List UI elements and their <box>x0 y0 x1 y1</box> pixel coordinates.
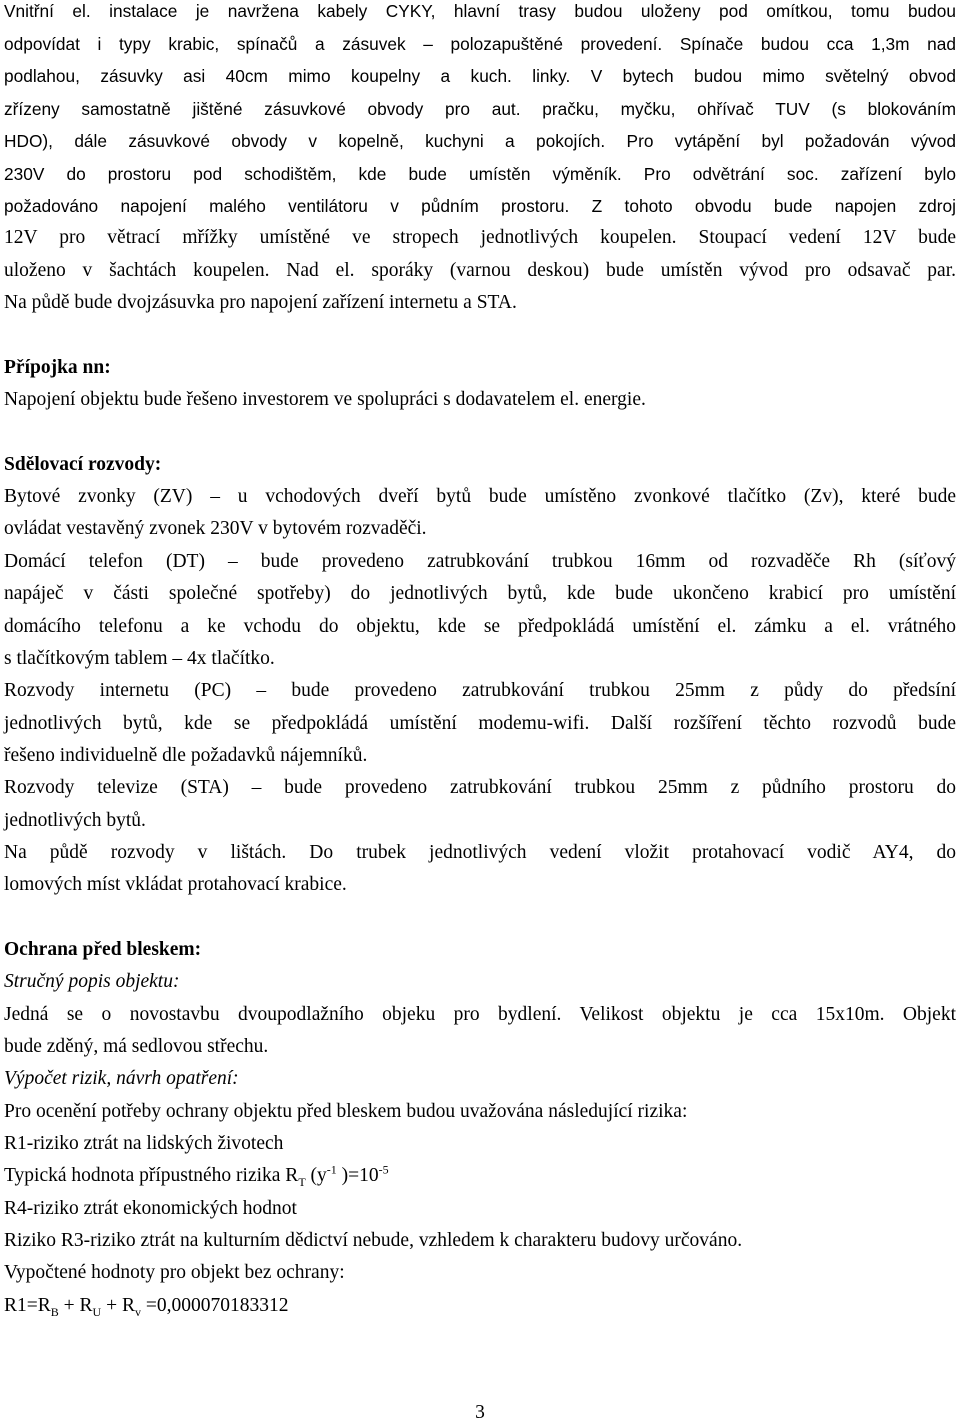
sdelovaci-line-4: napáječ v části společné spotřeby) do jednotlivých bytů, kde bude ukončeno krabicí pro umístění <box>4 583 956 604</box>
intro-line-9: uloženo v šachtách koupelen. Nad el. sporáky (varnou deskou) bude umístěn vývod pro odsavač par. <box>4 260 956 281</box>
riziko-r4: R4-riziko ztrát ekonomických hodnot <box>4 1198 297 1219</box>
pripojka-heading: Přípojka nn: <box>4 357 111 378</box>
typicka-sup-1: -1 <box>326 1162 337 1177</box>
formula-plus-2: + R <box>101 1295 135 1316</box>
formula-value: =0,000070183312 <box>140 1295 289 1316</box>
ochrana-heading: Ochrana před bleskem: <box>4 939 202 960</box>
riziko-r3: Riziko R3-riziko ztrát na kulturním dědictví nebude, vzhledem k charakteru budovy určováno. <box>4 1230 743 1251</box>
intro-line-10: Na půdě bude dvojzásuvka pro napojení zařízení internetu a STA. <box>4 292 517 313</box>
intro-line-4: zřízeny samostatně jištěné zásuvkové obvody pro aut. pračku, myčku, ohřívač TUV (s blokováním <box>4 99 956 119</box>
page-number: 3 <box>475 1402 485 1423</box>
pripojka-text: Napojení objektu bude řešeno investorem ve spolupráci s dodavatelem el. energie. <box>4 389 646 410</box>
vypocet-heading: Výpočet rizik, návrh opatření: <box>4 1068 239 1089</box>
riziko-r1: R1-riziko ztrát na lidských životech <box>4 1133 284 1154</box>
intro-line-1: Vnitřní el. instalace je navržena kabely CYKY, hlavní trasy budou uloženy pod omítkou, tomu budou <box>4 1 956 21</box>
formula-sub-u: U <box>92 1304 102 1319</box>
objekt-line-2: bude zděný, má sedlovou střechu. <box>4 1036 269 1057</box>
sdelovaci-line-11: jednotlivých bytů. <box>4 810 146 831</box>
formula-plus-1: + R <box>58 1295 93 1316</box>
intro-line-3: podlahou, zásuvky asi 40cm mimo koupelny a kuch. linky. V bytech budou mimo světelný obvod <box>4 66 956 86</box>
typicka-prefix: Typická hodnota přípustného rizika R <box>4 1165 299 1186</box>
sdelovaci-line-7: Rozvody internetu (PC) – bude provedeno zatrubkování trubkou 25mm z půdy do předsíní <box>4 680 956 701</box>
vypoctene-hodnoty: Vypočtené hodnoty pro objekt bez ochrany: <box>4 1262 345 1283</box>
rizika-intro: Pro ocenění potřeby ochrany objektu před bleskem budou uvažována následující rizika: <box>4 1101 688 1122</box>
intro-line-7: požadováno napojení malého ventilátoru v půdním prostoru. Z tohoto obvodu bude napojen zdroj <box>4 196 956 216</box>
typicka-hodnota-line <box>4 1162 956 1189</box>
typicka-sup-2: -5 <box>378 1162 389 1177</box>
sdelovaci-heading: Sdělovací rozvody: <box>4 454 162 475</box>
typicka-sub-t: T <box>298 1174 306 1189</box>
sdelovaci-line-5: domácího telefonu a ke vchodu do objektu, kde se předpokládá umístění el. zámku a el. vrátného <box>4 616 956 637</box>
intro-line-2: odpovídat i typy krabic, spínačů a zásuvek – polozapuštěné provedení. Spínače budou cca 1,3m nad <box>4 34 956 54</box>
formula-r1: R1=R <box>4 1295 51 1316</box>
formula-sub-v: v <box>134 1304 141 1319</box>
formula-r1-line <box>4 1295 956 1317</box>
intro-line-8: 12V pro větrací mřížky umístěné ve stropech jednotlivých koupelen. Stoupací vedení 12V bude <box>4 227 956 248</box>
sdelovaci-line-10: Rozvody televize (STA) – bude provedeno zatrubkování trubkou 25mm z půdního prostoru do <box>4 777 956 798</box>
intro-line-6: 230V do prostoru pod schodištěm, kde bude umístěn výměník. Pro odvětrání soc. zařízení bylo <box>4 164 956 184</box>
sdelovaci-line-1: Bytové zvonky (ZV) – u vchodových dveří bytů bude umístěno zvonkové tlačítko (Zv), které bude <box>4 486 956 507</box>
formula-sub-b: B <box>50 1304 59 1319</box>
typicka-mid2: )=10 <box>336 1165 379 1186</box>
sdelovaci-line-2: ovládat vestavěný zvonek 230V v bytovém rozvaděči. <box>4 518 427 539</box>
sdelovaci-line-13: lomových míst vkládat protahovací krabice. <box>4 874 347 895</box>
sdelovaci-line-3: Domácí telefon (DT) – bude provedeno zatrubkování trubkou 16mm od rozvaděče Rh (síťový <box>4 551 956 572</box>
typicka-mid: (y <box>305 1165 327 1186</box>
strucny-popis-heading: Stručný popis objektu: <box>4 971 180 992</box>
objekt-line-1: Jedná se o novostavbu dvoupodlažního objeku pro bydlení. Velikost objektu je cca 15x10m. Objekt <box>4 1004 956 1025</box>
sdelovaci-line-12: Na půdě rozvody v lištách. Do trubek jednotlivých vedení vložit protahovací vodič AY4, do <box>4 842 956 863</box>
sdelovaci-line-8: jednotlivých bytů, kde se předpokládá umístění modemu-wifi. Další rozšíření těchto rozvodů bude <box>4 713 956 734</box>
sdelovaci-line-9: řešeno individuelně dle požadavků nájemníků. <box>4 745 368 766</box>
sdelovaci-line-6: s tlačítkovým tablem – 4x tlačítko. <box>4 648 275 669</box>
intro-line-5: HDO), dále zásuvkové obvody v kopelně, kuchyni a pokojích. Pro vytápění byl požadován vývod <box>4 131 956 151</box>
